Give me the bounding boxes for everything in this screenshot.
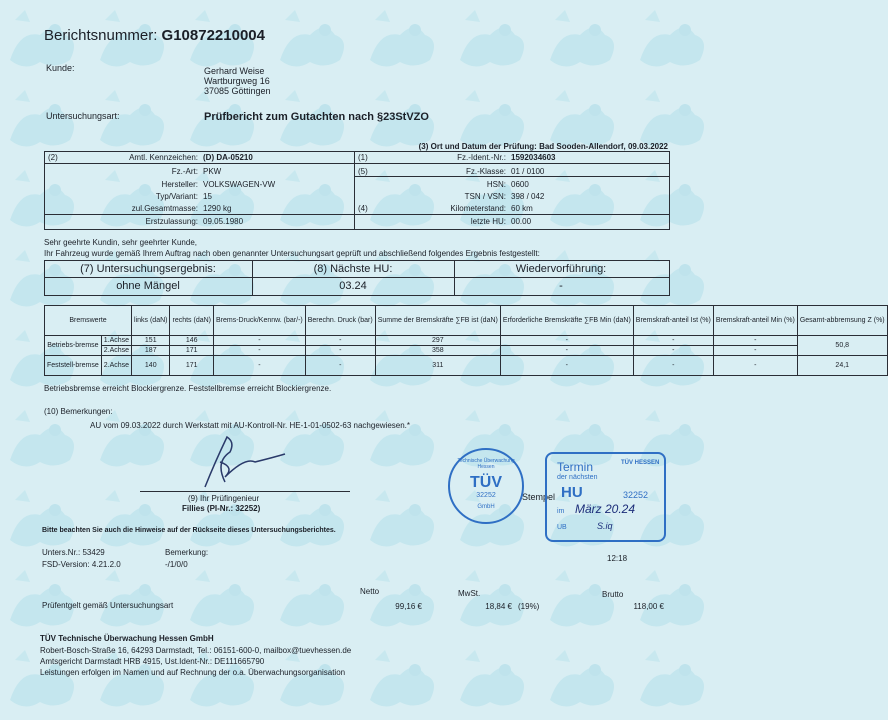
stamp-number: 32252 bbox=[623, 490, 649, 500]
cell-req: - bbox=[500, 336, 633, 346]
place-date: (3) Ort und Datum der Prüfung: Bad Sooden-Allendorf, 09.03.2022 bbox=[418, 142, 668, 151]
cell-req: - bbox=[500, 346, 633, 356]
customer-label: Kunde: bbox=[46, 63, 75, 73]
variant-label: Typ/Variant: bbox=[155, 192, 198, 201]
hsn-label: HSN: bbox=[486, 180, 506, 189]
field-2: (2) bbox=[48, 153, 58, 162]
bemerkung-label: Bemerkung: bbox=[165, 548, 209, 557]
cell-right: 171 bbox=[170, 346, 214, 356]
round-stamp-tuev: TÜV bbox=[470, 474, 502, 491]
vin-label: Fz.-Ident.-Nr.: bbox=[457, 153, 506, 162]
customer-street: Wartburgweg 16 bbox=[204, 76, 270, 86]
round-stamp-bottom: GmbH bbox=[477, 504, 495, 510]
brutto-value: 118,00 € bbox=[633, 602, 664, 611]
km-value: 60 km bbox=[511, 204, 533, 213]
stamp-ub: UB bbox=[557, 524, 567, 531]
print-time: 12:18 bbox=[607, 554, 628, 563]
field-1: (1) bbox=[358, 153, 368, 162]
brake-header: links (daN) bbox=[132, 306, 170, 336]
plate-label: Amtl. Kennzeichen: bbox=[129, 153, 198, 162]
service-brake-label: Betriebs-bremse bbox=[45, 336, 102, 356]
type-value: PKW bbox=[203, 167, 222, 176]
variant-value: 15 bbox=[203, 192, 212, 201]
vin-value: 1592034603 bbox=[511, 153, 556, 162]
cell-min: - bbox=[713, 356, 797, 376]
field-5: (5) bbox=[358, 167, 368, 176]
exam-type-label: Untersuchungsart: bbox=[46, 111, 120, 121]
fsd-label: FSD-Version: bbox=[42, 560, 90, 569]
tuev-round-stamp bbox=[448, 448, 524, 524]
netto-label: Netto bbox=[360, 587, 380, 596]
cell-calc: - bbox=[305, 356, 375, 376]
total-parking-brake: 24,1 bbox=[797, 356, 887, 376]
report-number bbox=[44, 27, 265, 44]
cell-min: - bbox=[713, 336, 797, 346]
footer-address: Robert-Bosch-Straße 16, 64293 Darmstadt, Tel.: 06151-600-0, mailbox@tuevhessen.de bbox=[40, 646, 352, 655]
next-hu-label: (8) Nächste HU: bbox=[313, 263, 393, 275]
cell-pressure: - bbox=[214, 356, 306, 376]
cell-left: 140 bbox=[132, 356, 170, 376]
netto-value: 99,16 € bbox=[395, 602, 422, 611]
maker-value: VOLKSWAGEN-VW bbox=[203, 180, 276, 189]
fsd-value: 4.21.2.0 bbox=[91, 560, 121, 569]
first-reg-value: 09.05.1980 bbox=[203, 217, 244, 226]
notice: Bitte beachten Sie auch die Hinweise auf der Rückseite dieses Untersuchungsberichtes. bbox=[42, 527, 336, 534]
first-reg-label: Erstzulassung: bbox=[145, 217, 198, 226]
customer-city: 37085 Göttingen bbox=[204, 86, 271, 96]
brutto-label: Brutto bbox=[602, 590, 624, 599]
mass-value: 1290 kg bbox=[203, 204, 232, 213]
stamp-termin: Termin bbox=[557, 460, 594, 474]
last-hu-value: 00.00 bbox=[511, 217, 532, 226]
brake-header: Gesamt-abbremsung Z (%) bbox=[797, 306, 887, 336]
report-number-value: G10872210004 bbox=[161, 27, 265, 44]
cell-pressure: - bbox=[214, 346, 306, 356]
cell-left: 151 bbox=[132, 336, 170, 346]
cell-calc: - bbox=[305, 346, 375, 356]
exam-type: Prüfbericht zum Gutachten nach §23StVZO bbox=[204, 111, 429, 123]
brake-header: Bremskraft-anteil Min (%) bbox=[713, 306, 797, 336]
cell-share: - bbox=[633, 356, 713, 376]
salutation: Sehr geehrte Kundin, sehr geehrter Kunde, bbox=[44, 238, 197, 247]
customer-address bbox=[204, 66, 271, 96]
unters-nr bbox=[42, 548, 105, 557]
stamp-initials: S.iq bbox=[597, 521, 613, 531]
repeat-label: Wiedervorführung: bbox=[515, 263, 607, 275]
brake-header-row bbox=[45, 306, 888, 336]
signature-scribble bbox=[175, 432, 325, 492]
cell-pressure: - bbox=[214, 336, 306, 346]
stamp-hu: HU bbox=[561, 484, 583, 501]
stamp-tuev-hessen: TÜV HESSEN bbox=[621, 460, 660, 466]
cell-axle: 1.Achse bbox=[101, 336, 131, 346]
intro-text: Ihr Fahrzeug wurde gemäß Ihrem Auftrag nach oben genannter Untersuchungsart geprüft und abschließend folgendes Ergebnis festgestellt: bbox=[44, 249, 540, 258]
plate-value: (D) DA-05210 bbox=[203, 153, 253, 162]
class-label: Fz.-Klasse: bbox=[465, 167, 506, 176]
round-stamp-number: 32252 bbox=[476, 492, 496, 499]
footer-services: Leistungen erfolgen im Namen und auf Rechnung der o.a. Überwachungsorganisation bbox=[40, 668, 346, 677]
report-number-label: Berichtsnummer: bbox=[44, 27, 158, 44]
parking-brake-label: Feststell-bremse bbox=[45, 356, 102, 376]
next-hu-value: 03.24 bbox=[339, 280, 367, 292]
km-label: Kilometerstand: bbox=[450, 204, 506, 213]
cell-share: - bbox=[633, 336, 713, 346]
cell-min: - bbox=[713, 346, 797, 356]
remarks-text: AU vom 09.03.2022 durch Werkstatt mit AU-Kontroll-Nr. HE-1-01-0502-63 nachgewiesen.* bbox=[90, 421, 411, 430]
brake-header: Brems-Druck/Kennw. (bar/-) bbox=[214, 306, 306, 336]
brake-header: rechts (daN) bbox=[170, 306, 214, 336]
signature-name: Fillies (PI-Nr.: 32252) bbox=[182, 504, 261, 513]
footer-company: TÜV Technische Überwachung Hessen GmbH bbox=[40, 634, 214, 643]
table-row bbox=[45, 336, 888, 346]
class-value: 01 / 0100 bbox=[511, 167, 545, 176]
brake-header: Summe der Bremskräfte ∑FB ist (daN) bbox=[375, 306, 500, 336]
maker-label: Hersteller: bbox=[161, 180, 198, 189]
stamp-label: Stempel bbox=[522, 492, 556, 502]
field-4: (4) bbox=[358, 204, 368, 213]
result-label: (7) Untersuchungsergebnis: bbox=[80, 263, 216, 275]
cell-calc: - bbox=[305, 336, 375, 346]
mass-label: zul.Gesamtmasse: bbox=[131, 204, 198, 213]
cell-sum: 358 bbox=[375, 346, 500, 356]
stamp-handwritten-date: März 20.24 bbox=[575, 502, 636, 516]
brake-header: Bremswerte bbox=[45, 306, 132, 336]
stamp-der-naechsten: der nächsten bbox=[557, 474, 598, 481]
remarks-label: (10) Bemerkungen: bbox=[44, 407, 113, 416]
brake-header: Berechn. Druck (bar) bbox=[305, 306, 375, 336]
brake-table bbox=[44, 305, 888, 376]
cell-req: - bbox=[500, 356, 633, 376]
tsn-label: TSN / VSN: bbox=[464, 192, 506, 201]
mwst-value: 18,84 € bbox=[485, 602, 512, 611]
signature-label: (9) Ihr Prüfingenieur bbox=[188, 494, 260, 503]
last-hu-label: letzte HU: bbox=[470, 217, 506, 226]
stamp-im: im bbox=[557, 508, 565, 515]
brake-header: Erforderliche Bremskräfte ∑FB Min (daN) bbox=[500, 306, 633, 336]
brake-header: Bremskraft-anteil Ist (%) bbox=[633, 306, 713, 336]
cell-right: 171 bbox=[170, 356, 214, 376]
cell-right: 146 bbox=[170, 336, 214, 346]
customer-name: Gerhard Weise bbox=[204, 66, 265, 76]
table-row bbox=[45, 346, 888, 356]
table-row bbox=[45, 356, 888, 376]
next-hu-stamp bbox=[545, 452, 666, 542]
cell-share: - bbox=[633, 346, 713, 356]
result-value: ohne Mängel bbox=[116, 280, 180, 292]
cell-axle: 2.Achse bbox=[101, 346, 131, 356]
type-label: Fz.-Art: bbox=[171, 167, 198, 176]
brake-note: Betriebsbremse erreicht Blockiergrenze. Feststellbremse erreicht Blockiergrenze. bbox=[44, 384, 332, 393]
cell-sum: 311 bbox=[375, 356, 500, 376]
hsn-value: 0600 bbox=[511, 180, 529, 189]
unters-value: 53429 bbox=[82, 548, 105, 557]
bemerkung-value: -/1/0/0 bbox=[165, 560, 188, 569]
cell-sum: 297 bbox=[375, 336, 500, 346]
cell-left: 187 bbox=[132, 346, 170, 356]
footer-court: Amtsgericht Darmstadt HRB 4915, Ust.Ident-Nr.: DE111665790 bbox=[40, 657, 265, 666]
tsn-value: 398 / 042 bbox=[511, 192, 545, 201]
mwst-label: MwSt. bbox=[458, 589, 481, 598]
mwst-rate: (19%) bbox=[518, 602, 540, 611]
round-stamp-top: Technische Überwachung Hessen bbox=[457, 458, 515, 470]
fee-item: Prüfentgelt gemäß Untersuchungsart bbox=[42, 601, 174, 610]
unters-label: Unters.Nr.: bbox=[42, 548, 81, 557]
total-service-brake: 50,8 bbox=[797, 336, 887, 356]
repeat-value: - bbox=[559, 280, 563, 292]
fsd-version bbox=[42, 560, 121, 569]
cell-axle: 2.Achse bbox=[101, 356, 131, 376]
